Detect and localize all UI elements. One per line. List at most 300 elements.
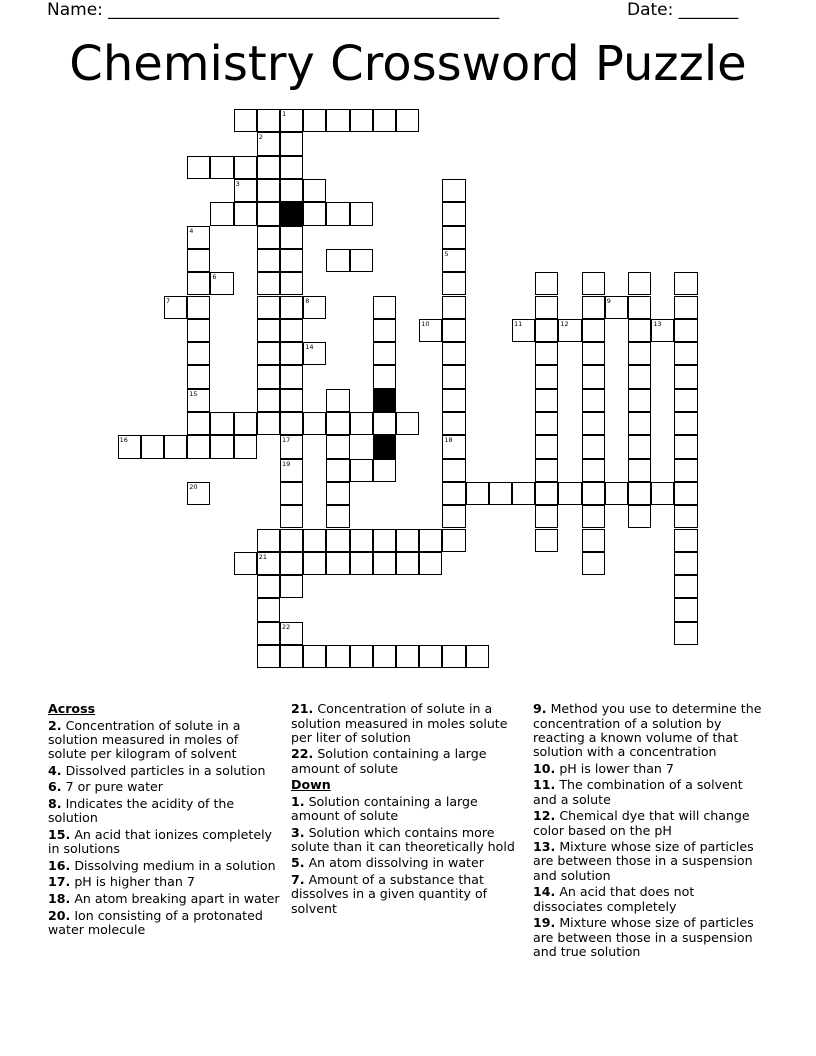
name-line: Name: ______________________________________________ [47,0,500,20]
clue-text: Mixture whose size of particles are between those in a suspension and solution [533,839,754,883]
clue [48,909,280,938]
grid-cell[interactable] [442,389,465,412]
grid-cell[interactable] [257,296,280,319]
grid-cell[interactable] [257,342,280,365]
clue [291,856,527,870]
clue-number: 20. [48,907,71,923]
clue-number: 21 [258,552,268,561]
grid-cell[interactable] [628,505,651,528]
grid-cell[interactable] [257,645,280,668]
grid-cell[interactable] [442,435,465,458]
grid-cell[interactable] [373,109,396,132]
grid-cell[interactable] [187,482,210,505]
grid-cell[interactable] [605,482,628,505]
grid-cell[interactable] [210,156,233,179]
clue-number: 6 [212,273,217,282]
across-heading: Across [48,701,96,716]
clue-text: Solution containing a large amount of solute [291,793,478,823]
clue-number: 11 [514,319,523,328]
grid-cell[interactable] [558,319,581,342]
grid-cell[interactable] [210,202,233,225]
down-clue-list [291,795,527,916]
clue-number: 3. [291,824,305,840]
clue [533,762,763,776]
clue-number: 22 [282,622,291,631]
grid-cell[interactable] [582,435,605,458]
clue-number: 5 [444,249,449,258]
grid-cell[interactable] [210,412,233,435]
clue-text: Concentration of solute in a solution measured in moles solute per liter of solution [291,701,508,745]
grid-cell[interactable] [674,575,697,598]
grid-cell[interactable] [535,272,558,295]
grid-cell[interactable] [373,296,396,319]
grid-cell[interactable] [628,342,651,365]
grid-cell[interactable] [280,179,303,202]
grid-cell[interactable] [651,482,674,505]
clue [291,873,527,916]
grid-cell[interactable] [442,482,465,505]
grid-cell[interactable] [280,319,303,342]
clue-number: 14. [533,884,556,900]
clue-text: pH is higher than 7 [70,874,195,890]
grid-cell[interactable] [280,622,303,645]
grid-block [280,202,303,225]
clue-number: 6. [48,779,62,795]
grid-cell[interactable] [280,272,303,295]
clue-number: 13 [653,319,662,328]
grid-cell[interactable] [442,529,465,552]
grid-block [373,435,396,458]
grid-cell[interactable] [257,575,280,598]
clue-number: 8. [48,795,62,811]
grid-cell[interactable] [303,342,326,365]
grid-cell[interactable] [535,435,558,458]
grid-cell[interactable] [234,109,257,132]
clue-number: 20 [189,482,198,491]
clue-number: 11. [533,777,556,793]
grid-cell[interactable] [257,412,280,435]
grid-cell[interactable] [535,389,558,412]
grid-cell[interactable] [628,389,651,412]
grid-cell[interactable] [442,226,465,249]
grid-cell[interactable] [187,249,210,272]
grid-cell[interactable] [535,505,558,528]
clue-text: Indicates the acidity of the solution [48,795,235,826]
grid-cell[interactable] [489,482,512,505]
grid-cell[interactable] [350,529,373,552]
clue-number: 17. [48,874,71,890]
clue [48,764,280,778]
grid-cell[interactable] [535,342,558,365]
clue [48,875,280,889]
grid-cell[interactable] [535,296,558,319]
grid-cell[interactable] [303,202,326,225]
grid-cell[interactable] [535,319,558,342]
grid-cell[interactable] [674,412,697,435]
grid-cell[interactable] [373,319,396,342]
grid-cell[interactable] [442,272,465,295]
clue-number: 9 [606,296,611,305]
clue [291,826,527,855]
grid-cell[interactable] [210,435,233,458]
grid-cell[interactable] [582,552,605,575]
clue-number: 1. [291,793,305,809]
down-heading: Down [291,777,331,793]
grid-cell[interactable] [373,552,396,575]
grid-cell[interactable] [210,272,233,295]
grid-cell[interactable] [628,459,651,482]
grid-cell[interactable] [234,202,257,225]
grid-cell[interactable] [326,645,349,668]
clue-number: 4 [189,226,194,235]
clue-text: Ion consisting of a protonated water molecule [48,907,263,937]
grid-cell[interactable] [442,505,465,528]
grid-cell[interactable] [326,552,349,575]
grid-cell[interactable] [535,412,558,435]
grid-cell[interactable] [628,296,651,319]
grid-cell[interactable] [396,552,419,575]
grid-cell[interactable] [419,529,442,552]
grid-cell[interactable] [535,529,558,552]
grid-cell[interactable] [582,505,605,528]
grid-cell[interactable] [257,319,280,342]
clue [48,780,280,794]
grid-cell[interactable] [257,249,280,272]
grid-cell[interactable] [326,505,349,528]
grid-cell[interactable] [396,109,419,132]
clue [291,747,527,776]
grid-cell[interactable] [280,552,303,575]
grid-cell[interactable] [442,249,465,272]
clue-number: 17 [282,436,291,445]
grid-cell[interactable] [234,435,257,458]
grid-cell[interactable] [280,365,303,388]
clue-column-1 [48,700,280,937]
grid-cell[interactable] [466,645,489,668]
grid-cell[interactable] [582,412,605,435]
grid-cell[interactable] [628,319,651,342]
grid-cell[interactable] [582,529,605,552]
grid-cell[interactable] [373,365,396,388]
grid-cell[interactable] [257,109,280,132]
clue-number: 12. [533,808,556,824]
grid-cell[interactable] [234,179,257,202]
clue-text: An acid that does not dissociates completely [533,884,695,914]
grid-cell[interactable] [442,459,465,482]
grid-cell[interactable] [280,459,303,482]
clue-number: 21. [291,701,314,717]
grid-cell[interactable] [628,412,651,435]
grid-cell[interactable] [234,552,257,575]
grid-cell[interactable] [442,365,465,388]
grid-cell[interactable] [419,645,442,668]
grid-cell[interactable] [466,482,489,505]
grid-cell[interactable] [442,179,465,202]
grid-cell[interactable] [674,529,697,552]
grid-cell[interactable] [303,552,326,575]
grid-cell[interactable] [350,459,373,482]
grid-cell[interactable] [280,249,303,272]
clue-number: 15 [189,389,198,398]
clue-number: 7. [291,872,305,888]
grid-cell[interactable] [187,272,210,295]
grid-cell[interactable] [257,552,280,575]
grid-cell[interactable] [674,598,697,621]
clue-text: Concentration of solute in a solution measured in moles of solute per kilogram of solvent [48,717,241,762]
grid-cell[interactable] [674,272,697,295]
clue-text: 7 or pure water [61,779,163,795]
grid-cell[interactable] [350,552,373,575]
grid-cell[interactable] [605,296,628,319]
down-clue-list-continued [533,702,763,959]
grid-cell[interactable] [350,109,373,132]
grid-cell[interactable] [257,132,280,155]
clue-number: 18 [444,436,453,445]
grid-cell[interactable] [326,202,349,225]
grid-cell[interactable] [512,482,535,505]
grid-cell[interactable] [442,202,465,225]
grid-cell[interactable] [674,505,697,528]
grid-cell[interactable] [582,342,605,365]
clue-number: 19. [533,915,556,931]
grid-cell[interactable] [280,156,303,179]
grid-cell[interactable] [373,459,396,482]
grid-cell[interactable] [234,156,257,179]
grid-cell[interactable] [582,482,605,505]
grid-cell[interactable] [280,132,303,155]
clue [48,797,280,826]
date-line: Date: _______ [627,0,739,20]
grid-cell[interactable] [187,435,210,458]
clue-number: 18. [48,890,71,906]
grid-cell[interactable] [582,272,605,295]
grid-cell[interactable] [303,179,326,202]
grid-cell[interactable] [280,109,303,132]
grid-cell[interactable] [396,529,419,552]
grid-cell[interactable] [628,272,651,295]
clue [533,702,763,759]
clue-text: Dissolved particles in a solution [61,762,266,778]
grid-cell[interactable] [280,505,303,528]
grid-cell[interactable] [442,645,465,668]
grid-cell[interactable] [674,342,697,365]
page-title: Chemistry Crossword Puzzle [69,36,747,92]
clue-number: 16 [119,436,128,445]
grid-cell[interactable] [257,272,280,295]
grid-cell[interactable] [187,319,210,342]
clue [533,809,763,838]
grid-cell[interactable] [651,319,674,342]
grid-cell[interactable] [628,482,651,505]
grid-cell[interactable] [674,319,697,342]
grid-cell[interactable] [419,319,442,342]
grid-cell[interactable] [303,645,326,668]
clue-number: 9. [533,701,547,717]
grid-cell[interactable] [303,296,326,319]
grid-cell[interactable] [187,389,210,412]
grid-cell[interactable] [535,365,558,388]
clue-text: The combination of a solvent and a solute [533,777,743,807]
grid-cell[interactable] [582,319,605,342]
grid-cell[interactable] [674,459,697,482]
grid-cell[interactable] [187,226,210,249]
grid-cell[interactable] [674,622,697,645]
clue-number: 16. [48,857,71,873]
grid-cell[interactable] [373,342,396,365]
grid-cell[interactable] [187,156,210,179]
grid-cell[interactable] [257,529,280,552]
clue-text: Solution containing a large amount of solute [291,746,487,776]
grid-cell[interactable] [326,529,349,552]
grid-cell[interactable] [326,249,349,272]
grid-cell[interactable] [350,645,373,668]
clue [291,795,527,824]
clue-text: An acid that ionizes completely in solutions [48,826,273,857]
grid-cell[interactable] [535,459,558,482]
grid-cell[interactable] [187,365,210,388]
grid-cell[interactable] [582,459,605,482]
clue-text: An atom breaking apart in water [70,890,280,906]
grid-cell[interactable] [257,226,280,249]
grid-cell[interactable] [628,435,651,458]
grid-cell[interactable] [303,412,326,435]
grid-cell[interactable] [280,389,303,412]
grid-cell[interactable] [280,575,303,598]
clue-text: Dissolving medium in a solution [70,857,276,873]
clue-column-2 [291,700,527,916]
clue [48,859,280,873]
grid-cell[interactable] [280,645,303,668]
grid-cell[interactable] [442,342,465,365]
clue-number: 2. [48,717,62,733]
clue-number: 15. [48,826,71,842]
clue [533,778,763,807]
grid-cell[interactable] [280,226,303,249]
grid-cell[interactable] [674,389,697,412]
clue-number: 4. [48,762,62,778]
grid-cell[interactable] [326,435,349,458]
clue [48,892,280,906]
grid-cell[interactable] [674,296,697,319]
clue-number: 10 [421,319,430,328]
clue-number: 1 [282,110,287,119]
grid-cell[interactable] [280,482,303,505]
clue-text: pH is lower than 7 [555,760,674,776]
grid-cell[interactable] [303,529,326,552]
grid-cell[interactable] [257,202,280,225]
clue-number: 5. [291,855,305,871]
grid-cell[interactable] [234,412,257,435]
clue-text: Mixture whose size of particles are between those in a suspension and true solution [533,915,754,959]
clue-number: 2 [258,133,263,142]
grid-cell[interactable] [373,529,396,552]
grid-cell[interactable] [280,435,303,458]
across-clue-list [48,719,280,938]
grid-cell[interactable] [674,552,697,575]
across-clue-list-continued [291,702,527,776]
clue [48,719,280,762]
clue-number: 12 [560,319,569,328]
grid-block [373,389,396,412]
grid-cell[interactable] [164,435,187,458]
clue-number: 22. [291,746,314,762]
grid-cell[interactable] [141,435,164,458]
grid-cell[interactable] [442,412,465,435]
grid-cell[interactable] [280,296,303,319]
grid-cell[interactable] [326,389,349,412]
clue-text: Amount of a substance that dissolves in a given quantity of solvent [291,872,488,916]
grid-cell[interactable] [350,202,373,225]
grid-cell[interactable] [442,319,465,342]
grid-cell[interactable] [164,296,187,319]
grid-cell[interactable] [512,319,535,342]
clue-number: 3 [235,180,240,188]
grid-cell[interactable] [280,342,303,365]
grid-cell[interactable] [674,482,697,505]
grid-cell[interactable] [257,179,280,202]
grid-cell[interactable] [187,296,210,319]
grid-cell[interactable] [118,435,141,458]
grid-cell[interactable] [257,622,280,645]
grid-cell[interactable] [582,365,605,388]
grid-cell[interactable] [257,598,280,621]
grid-cell[interactable] [419,552,442,575]
grid-cell[interactable] [326,482,349,505]
clue-column-3 [533,700,763,959]
clue [533,840,763,883]
grid-cell[interactable] [350,412,373,435]
grid-cell[interactable] [326,109,349,132]
grid-cell[interactable] [674,365,697,388]
grid-cell[interactable] [628,365,651,388]
clue [48,828,280,857]
clue-text: An atom dissolving in water [304,855,484,871]
grid-cell[interactable] [187,342,210,365]
grid-cell[interactable] [582,389,605,412]
grid-cell[interactable] [326,412,349,435]
clue [291,702,527,745]
grid-cell[interactable] [187,412,210,435]
clue-text: Chemical dye that will change color based on the pH [533,808,750,838]
clue-number: 14 [305,343,314,352]
clue-number: 8 [305,296,310,305]
clue [533,885,763,914]
grid-cell[interactable] [373,645,396,668]
grid-cell[interactable] [674,435,697,458]
grid-cell[interactable] [257,389,280,412]
grid-cell[interactable] [582,296,605,319]
clue-text: Method you use to determine the concentration of a solution by reacting a known volume of that solution with a concentration [533,701,762,760]
grid-cell[interactable] [326,459,349,482]
clue-number: 13. [533,839,556,855]
grid-cell[interactable] [257,156,280,179]
grid-cell[interactable] [257,365,280,388]
grid-cell[interactable] [373,412,396,435]
clue-number: 7 [166,296,171,305]
grid-cell[interactable] [396,645,419,668]
grid-cell[interactable] [442,296,465,319]
grid-cell[interactable] [396,412,419,435]
grid-cell[interactable] [280,529,303,552]
grid-cell[interactable] [558,482,581,505]
grid-cell[interactable] [535,482,558,505]
grid-cell[interactable] [350,249,373,272]
clue-number: 10. [533,760,556,776]
clue [533,916,763,959]
grid-cell[interactable] [280,412,303,435]
grid-cell[interactable] [303,109,326,132]
clue-number: 19 [282,459,291,468]
